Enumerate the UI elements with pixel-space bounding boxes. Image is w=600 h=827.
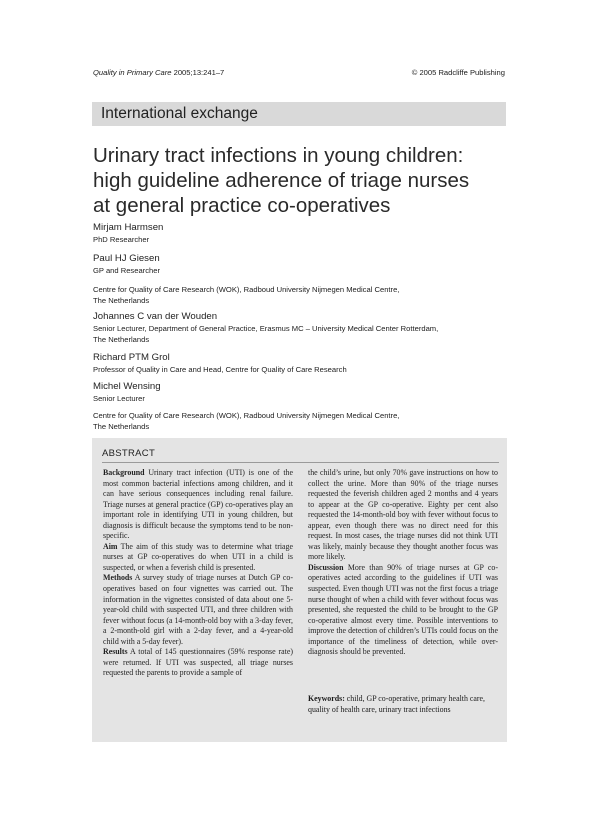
author-entry (93, 352, 347, 375)
section-banner (92, 102, 506, 126)
abstract-column-right (308, 468, 498, 658)
author-name: Richard PTM Grol (93, 352, 170, 363)
author-role: Senior Lecturer (93, 394, 145, 403)
author-name: Paul HJ Giesen (93, 253, 160, 264)
affiliation-line: The Netherlands (93, 296, 150, 305)
author-entry (93, 253, 160, 276)
results-text-continued: the child’s urine, but only 70% gave instructions on how to collect the urine. More than 90% of the triage nurses requested the feverish children aged 2 months and 4 years to appear at the GP co-operative. Eighty per cent also requested the 14-month-old boy with fever without focus to appear, even though there was no direct need for this request. In most cases, the triage nurses did not think UTI was likely, mainly because they thought another focus was more likely. (308, 468, 498, 562)
running-header (93, 68, 505, 80)
abstract-paragraph (103, 542, 293, 574)
author-role: Professor of Quality in Care and Head, Centre for Quality of Care Research (93, 365, 347, 374)
section-title: International exchange (101, 105, 258, 122)
background-label: Background (103, 468, 145, 477)
abstract-column-left (103, 468, 293, 679)
author-name: Johannes C van der Wouden (93, 311, 218, 322)
results-text: A total of 145 questionnaires (59% response rate) were returned. If UTI was suspected, all triage nurses requested the parents to provide a sample of (103, 647, 293, 678)
author-entry (93, 311, 438, 345)
abstract-heading: ABSTRACT (102, 448, 156, 459)
author-role: The Netherlands (93, 335, 150, 344)
abstract-panel (92, 438, 507, 742)
affiliation (93, 284, 399, 306)
abstract-paragraph (103, 468, 293, 542)
keywords (308, 694, 500, 715)
methods-label: Methods (103, 573, 133, 583)
author-name: Michel Wensing (93, 381, 161, 392)
affiliation-line: Centre for Quality of Care Research (WOK), Radboud University Nijmegen Medical Centre, (93, 285, 400, 294)
author-role: PhD Researcher (93, 235, 150, 244)
article-title (93, 143, 513, 218)
affiliation (93, 410, 399, 432)
abstract-paragraph (308, 468, 498, 563)
affiliation-line: The Netherlands (93, 422, 150, 431)
discussion-text: More than 90% of triage nurses at GP co-operatives acted according to the guidelines if UTI was suspected. Even though UTI was not the first focus a triage nurse thought of when a child with fever without focus was presented, she requested the child to be brought to the GP co-operative almost every time. Possible interventions to improve the detection of children’s UTIs could focus on the importance of the timeliness of detection, while over-diagnosis should be prevented. (308, 562, 498, 657)
journal-name: Quality in Primary Care (93, 68, 172, 77)
methods-text: A survey study of triage nurses at Dutch GP co-operatives based on four vignettes was carried out. The information in the vignettes consisted of data about one 5-year-old child with suspected UTI, and three children with fever without focus (a 14-month-old boy with a 3-day fever, a 2-month-old girl with a 2-day fever, and a 4-year-old child with a 5-day fever). (103, 573, 293, 646)
keywords-text: child, GP co-operative, primary health care, quality of health care, urinary tract infections (308, 694, 485, 714)
author-entry (93, 222, 163, 245)
keywords-label: Keywords: (308, 694, 345, 703)
journal-citation (93, 68, 224, 77)
title-line: high guideline adherence of triage nurses (93, 169, 470, 192)
abstract-divider (102, 462, 499, 463)
results-label: Results (103, 647, 128, 657)
copyright-notice: © 2005 Radcliffe Publishing (411, 68, 505, 77)
discussion-label: Discussion (308, 562, 344, 572)
aim-text: The aim of this study was to determine what triage nurses at GP co-operatives do when UTI in a child is suspected, or when a feverish child is presented. (103, 541, 293, 572)
affiliation-line: Centre for Quality of Care Research (WOK), Radboud University Nijmegen Medical Centre, (93, 411, 400, 420)
abstract-paragraph (308, 563, 498, 658)
citation-volume: 2005;13:241–7 (171, 68, 225, 77)
author-name: Mirjam Harmsen (93, 222, 164, 233)
author-role: GP and Researcher (93, 266, 160, 275)
aim-label: Aim (103, 541, 118, 551)
abstract-paragraph (103, 647, 293, 679)
author-role: Senior Lecturer, Department of General Practice, Erasmus MC – University Medical Center Rotterdam, (93, 324, 439, 333)
title-line: at general practice co-operatives (93, 194, 391, 217)
author-entry (93, 381, 161, 404)
background-text: Urinary tract infection (UTI) is one of the most common bacterial infections among children, and it can have serious consequences including renal failure. Triage nurses at general practice (GP) co-operatives play an important role in identifying UTI in young children, but diagnosis is difficult because the symptoms tend to be non-specific. (103, 468, 293, 541)
title-line: Urinary tract infections in young children: (93, 144, 464, 167)
abstract-paragraph (103, 573, 293, 647)
